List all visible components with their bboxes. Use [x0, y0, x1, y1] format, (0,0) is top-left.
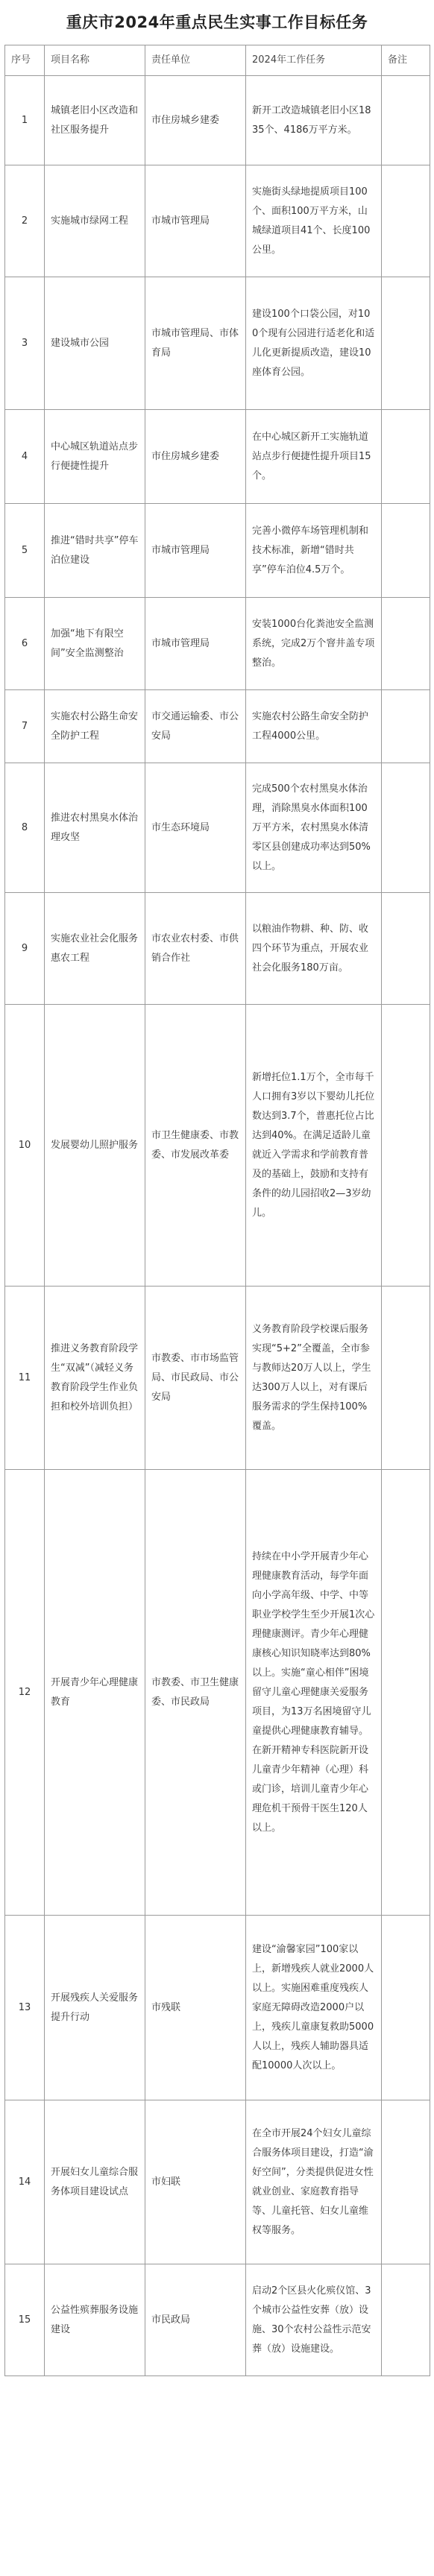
table-row — [5, 1916, 430, 2100]
table-row — [5, 504, 430, 598]
row-number: 7 — [5, 690, 45, 763]
project-name: 实施农村公路生命安全防护工程 — [45, 690, 145, 763]
note — [382, 690, 430, 763]
note — [382, 2100, 430, 2264]
project-name: 开展青少年心理健康教育 — [45, 1470, 145, 1916]
project-name: 城镇老旧小区改造和社区服务提升 — [45, 76, 145, 165]
project-name: 开展残疾人关爱服务提升行动 — [45, 1916, 145, 2100]
note — [382, 277, 430, 410]
task-description: 完善小微停车场管理机制和技术标准，新增“错时共享”停车泊位4.5万个。 — [246, 504, 382, 598]
row-number: 3 — [5, 277, 45, 410]
project-name: 实施农业社会化服务惠农工程 — [45, 893, 145, 1005]
note — [382, 763, 430, 893]
task-description: 新增托位1.1万个，全市每千人口拥有3岁以下婴幼儿托位数达到3.7个，普惠托位占比达到40%。在满足适龄儿童就近入学需求和学前教育普及的基础上，鼓励和支持有条件的幼儿园招收2—3岁幼儿。 — [246, 1005, 382, 1287]
responsible-unit: 市教委、市卫生健康委、市民政局 — [145, 1470, 246, 1916]
row-number: 6 — [5, 598, 45, 690]
note — [382, 2264, 430, 2376]
row-number: 11 — [5, 1287, 45, 1470]
task-description: 在全市开展24个妇女儿童综合服务体项目建设，打造“渝好空间”，分类提供促进女性就业创业、家庭教育指导等、儿童托管、妇女儿童维权等服务。 — [246, 2100, 382, 2264]
task-description: 实施街头绿地提质项目100个、面积100万平方米，山城绿道项目41个、长度100公里。 — [246, 165, 382, 277]
note — [382, 1005, 430, 1287]
responsible-unit: 市生态环境局 — [145, 763, 246, 893]
responsible-unit: 市农业农村委、市供销合作社 — [145, 893, 246, 1005]
table-row — [5, 2100, 430, 2264]
task-description: 持续在中小学开展青少年心理健康教育活动，每学年面向小学高年级、中学、中等职业学校学生至少开展1次心理健康测评。青少年心理健康核心知识知晓率达到80%以上。实施“童心相伴”困境留守儿童心理健康关爱服务项目，为13万名困境留守儿童提供心理健康教育辅导。在新开精神专科医院新开设儿童青少年精神（心理）科或门诊，培训儿童青少年心理危机干预骨干医生120人以上。 — [246, 1470, 382, 1916]
table-row — [5, 2264, 430, 2376]
note — [382, 410, 430, 504]
table-row — [5, 410, 430, 504]
responsible-unit: 市城市管理局 — [145, 165, 246, 277]
note — [382, 1287, 430, 1470]
table-row — [5, 690, 430, 763]
table-header-row — [5, 45, 430, 76]
header-task: 2024年工作任务 — [246, 45, 382, 76]
responsible-unit: 市民政局 — [145, 2264, 246, 2376]
task-description: 启动2个区县火化殡仪馆、3个城市公益性安葬（放）设施、30个农村公益性示范安葬（放）设施建设。 — [246, 2264, 382, 2376]
responsible-unit: 市残联 — [145, 1916, 246, 2100]
responsible-unit: 市城市管理局 — [145, 598, 246, 690]
responsible-unit: 市妇联 — [145, 2100, 246, 2264]
note — [382, 893, 430, 1005]
table-row — [5, 893, 430, 1005]
document-title: 重庆市2024年重点民生实事工作目标任务 — [66, 13, 368, 31]
row-number: 8 — [5, 763, 45, 893]
note — [382, 165, 430, 277]
row-number: 15 — [5, 2264, 45, 2376]
note — [382, 1916, 430, 2100]
project-name: 建设城市公园 — [45, 277, 145, 410]
responsible-unit: 市城市管理局、市体育局 — [145, 277, 246, 410]
responsible-unit: 市卫生健康委、市教委、市发展改革委 — [145, 1005, 246, 1287]
row-number: 12 — [5, 1470, 45, 1916]
task-description: 建设“渝馨家园”100家以上，新增残疾人就业2000人以上。实施困难重度残疾人家庭无障碍改造2000户以上，残疾儿童康复救助5000人以上，残疾人辅助器具适配10000人次以上。 — [246, 1916, 382, 2100]
project-name: 发展婴幼儿照护服务 — [45, 1005, 145, 1287]
row-number: 10 — [5, 1005, 45, 1287]
row-number: 2 — [5, 165, 45, 277]
project-name: 开展妇女儿童综合服务体项目建设试点 — [45, 2100, 145, 2264]
table-row — [5, 598, 430, 690]
row-number: 14 — [5, 2100, 45, 2264]
row-number: 4 — [5, 410, 45, 504]
note — [382, 1470, 430, 1916]
table-row — [5, 1287, 430, 1470]
note — [382, 598, 430, 690]
table-row — [5, 76, 430, 165]
table-row — [5, 165, 430, 277]
row-number: 13 — [5, 1916, 45, 2100]
task-table — [4, 45, 430, 2376]
project-name: 推进“错时共享”停车泊位建设 — [45, 504, 145, 598]
header-responsible-unit: 责任单位 — [145, 45, 246, 76]
header-project-name: 项目名称 — [45, 45, 145, 76]
task-description: 以粮油作物耕、种、防、收四个环节为重点，开展农业社会化服务180万亩。 — [246, 893, 382, 1005]
task-description: 完成500个农村黑臭水体治理，消除黑臭水体面积100万平方米，农村黑臭水体清零区县创建成功率达到50%以上。 — [246, 763, 382, 893]
row-number: 1 — [5, 76, 45, 165]
row-number: 5 — [5, 504, 45, 598]
project-name: 加强“地下有限空间”安全监测整治 — [45, 598, 145, 690]
task-description: 建设100个口袋公园，对100个现有公园进行适老化和适儿化更新提质改造，建设10座体育公园。 — [246, 277, 382, 410]
table-row — [5, 277, 430, 410]
responsible-unit: 市住房城乡建委 — [145, 76, 246, 165]
row-number: 9 — [5, 893, 45, 1005]
project-name: 中心城区轨道站点步行便捷性提升 — [45, 410, 145, 504]
table-row — [5, 763, 430, 893]
task-description: 安装1000台化粪池安全监测系统，完成2万个窨井盖专项整治。 — [246, 598, 382, 690]
task-description: 实施农村公路生命安全防护工程4000公里。 — [246, 690, 382, 763]
table-row — [5, 1005, 430, 1287]
responsible-unit: 市教委、市市场监管局、市民政局、市公安局 — [145, 1287, 246, 1470]
note — [382, 76, 430, 165]
table-row — [5, 1470, 430, 1916]
responsible-unit: 市城市管理局 — [145, 504, 246, 598]
project-name: 实施城市绿网工程 — [45, 165, 145, 277]
responsible-unit: 市交通运输委、市公安局 — [145, 690, 246, 763]
project-name: 推进义务教育阶段学生“双减”（减轻义务教育阶段学生作业负担和校外培训负担） — [45, 1287, 145, 1470]
note — [382, 504, 430, 598]
header-note: 备注 — [382, 45, 430, 76]
task-description: 新开工改造城镇老旧小区1835个、4186万平方米。 — [246, 76, 382, 165]
responsible-unit: 市住房城乡建委 — [145, 410, 246, 504]
header-no: 序号 — [5, 45, 45, 76]
task-description: 在中心城区新开工实施轨道站点步行便捷性提升项目15个。 — [246, 410, 382, 504]
task-description: 义务教育阶段学校课后服务实现“5+2”全覆盖，全市参与教师达20万人以上，学生达300万人以上，对有课后服务需求的学生保持100%覆盖。 — [246, 1287, 382, 1470]
project-name: 推进农村黑臭水体治理攻坚 — [45, 763, 145, 893]
project-name: 公益性殡葬服务设施建设 — [45, 2264, 145, 2376]
